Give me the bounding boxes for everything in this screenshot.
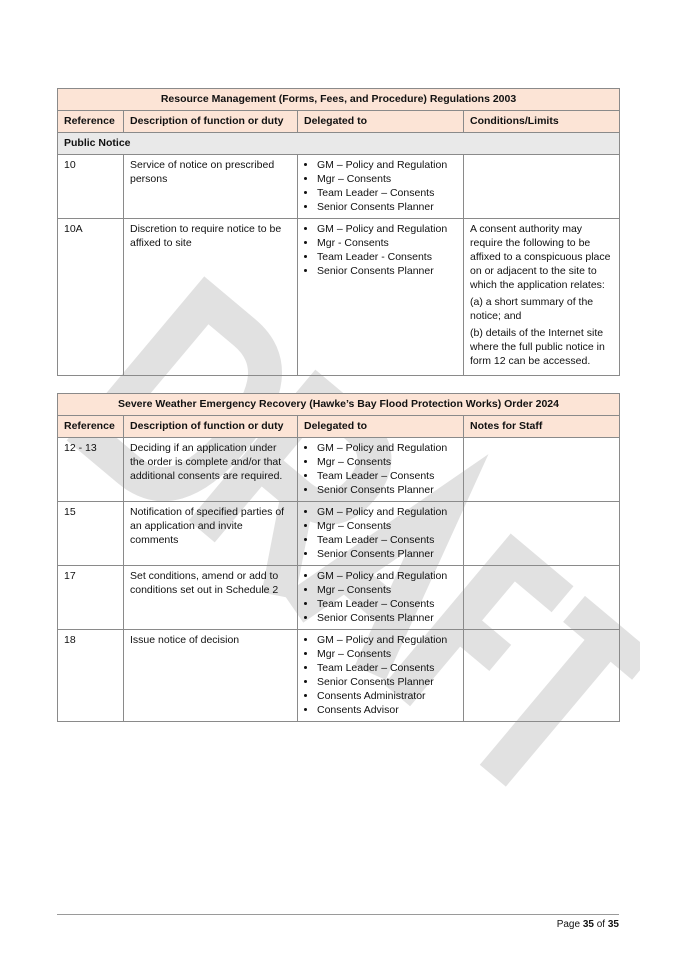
table-row — [58, 502, 620, 566]
delegate-item: • Mgr - Consents — [317, 236, 457, 250]
column-header-description: Description of function or duty — [124, 416, 298, 438]
condition-text: (a) a short summary of the notice; and — [470, 296, 594, 322]
delegate-item: • Mgr – Consents — [317, 455, 457, 469]
description-cell: Deciding if an application under the order is complete and/or that additional consents are required. — [124, 438, 298, 502]
delegated-to-cell — [298, 566, 464, 630]
delegate-item: • GM – Policy and Regulation — [317, 505, 457, 519]
delegate-item: • Mgr – Consents — [317, 519, 457, 533]
table-header-row — [58, 111, 620, 133]
column-header-conditions: Conditions/Limits — [464, 111, 620, 133]
section-row — [58, 133, 620, 155]
delegate-item: • Team Leader – Consents — [317, 533, 457, 547]
delegate-list — [304, 222, 457, 278]
column-header-delegated-to: Delegated to — [298, 416, 464, 438]
delegate-item: • Team Leader – Consents — [317, 469, 457, 483]
delegated-to-cell — [298, 438, 464, 502]
table-title: Resource Management (Forms, Fees, and Procedure) Regulations 2003 — [58, 89, 620, 111]
column-header-notes-for-staff: Notes for Staff — [464, 416, 620, 438]
page-total: 35 — [607, 919, 619, 930]
delegate-item: • GM – Policy and Regulation — [317, 569, 457, 583]
notes-cell — [464, 438, 620, 502]
reference-cell: 10A — [58, 219, 124, 376]
table-title-row — [58, 89, 620, 111]
description-cell: Discretion to require notice to be affixed to site — [124, 219, 298, 376]
delegate-item: • Senior Consents Planner — [317, 264, 457, 278]
table-header-row — [58, 416, 620, 438]
table-row — [58, 438, 620, 502]
delegate-list — [304, 633, 457, 717]
reference-cell: 15 — [58, 502, 124, 566]
column-header-description: Description of function or duty — [124, 111, 298, 133]
page-number — [557, 919, 619, 930]
delegate-item: • Team Leader – Consents — [317, 186, 457, 200]
delegate-list — [304, 158, 457, 214]
page-current: 35 — [582, 919, 594, 930]
delegate-item: • Team Leader – Consents — [317, 597, 457, 611]
of-label: of — [596, 919, 606, 930]
delegate-item: • Team Leader - Consents — [317, 250, 457, 264]
delegate-item: • Senior Consents Planner — [317, 675, 457, 689]
delegate-item: • Senior Consents Planner — [317, 611, 457, 625]
description-cell: Issue notice of decision — [124, 630, 298, 722]
conditions-cell — [464, 155, 620, 219]
delegate-list — [304, 505, 457, 561]
delegate-item: • GM – Policy and Regulation — [317, 633, 457, 647]
reference-cell: 18 — [58, 630, 124, 722]
notes-cell — [464, 630, 620, 722]
delegate-item: • Consents Advisor — [317, 703, 457, 717]
condition-text: (b) details of the Internet site where the full public notice in form 12 can be accessed. — [470, 327, 605, 367]
page-label: Page — [556, 919, 581, 930]
delegated-to-cell — [298, 155, 464, 219]
delegate-list — [304, 441, 457, 497]
column-header-delegated-to: Delegated to — [298, 111, 464, 133]
delegate-item: • Senior Consents Planner — [317, 200, 457, 214]
delegate-item: • GM – Policy and Regulation — [317, 222, 457, 236]
regulations-2003-table — [57, 88, 620, 376]
description-cell: Set conditions, amend or add to conditions set out in Schedule 2 — [124, 566, 298, 630]
reference-cell: 17 — [58, 566, 124, 630]
delegated-to-cell — [298, 502, 464, 566]
condition-text: A consent authority may require the following to be affixed to a conspicuous place on or adjacent to the site to which the application relates: — [470, 223, 611, 291]
notes-cell — [464, 502, 620, 566]
delegate-item: • Senior Consents Planner — [317, 547, 457, 561]
flood-protection-order-2024-table — [57, 393, 620, 722]
table-row — [58, 566, 620, 630]
conditions-cell — [464, 219, 620, 376]
column-header-reference: Reference — [58, 416, 124, 438]
notes-cell — [464, 566, 620, 630]
section-heading-public-notice: Public Notice — [58, 133, 620, 155]
footer-divider — [57, 914, 619, 915]
delegated-to-cell — [298, 219, 464, 376]
delegate-item: • Mgr – Consents — [317, 172, 457, 186]
delegated-to-cell — [298, 630, 464, 722]
delegate-item: • Consents Administrator — [317, 689, 457, 703]
reference-cell: 10 — [58, 155, 124, 219]
delegate-item: • Senior Consents Planner — [317, 483, 457, 497]
delegate-item: • Team Leader – Consents — [317, 661, 457, 675]
table-row — [58, 219, 620, 376]
table-row — [58, 155, 620, 219]
delegate-item: • Mgr – Consents — [317, 647, 457, 661]
delegate-list — [304, 569, 457, 625]
delegate-item: • GM – Policy and Regulation — [317, 441, 457, 455]
delegate-item: • Mgr – Consents — [317, 583, 457, 597]
table-title-row — [58, 394, 620, 416]
reference-cell: 12 - 13 — [58, 438, 124, 502]
table-row — [58, 630, 620, 722]
description-cell: Service of notice on prescribed persons — [124, 155, 298, 219]
table-title: Severe Weather Emergency Recovery (Hawke’s Bay Flood Protection Works) Order 2024 — [58, 394, 620, 416]
column-header-reference: Reference — [58, 111, 124, 133]
delegate-item: • GM – Policy and Regulation — [317, 158, 457, 172]
description-cell: Notification of specified parties of an application and invite comments — [124, 502, 298, 566]
